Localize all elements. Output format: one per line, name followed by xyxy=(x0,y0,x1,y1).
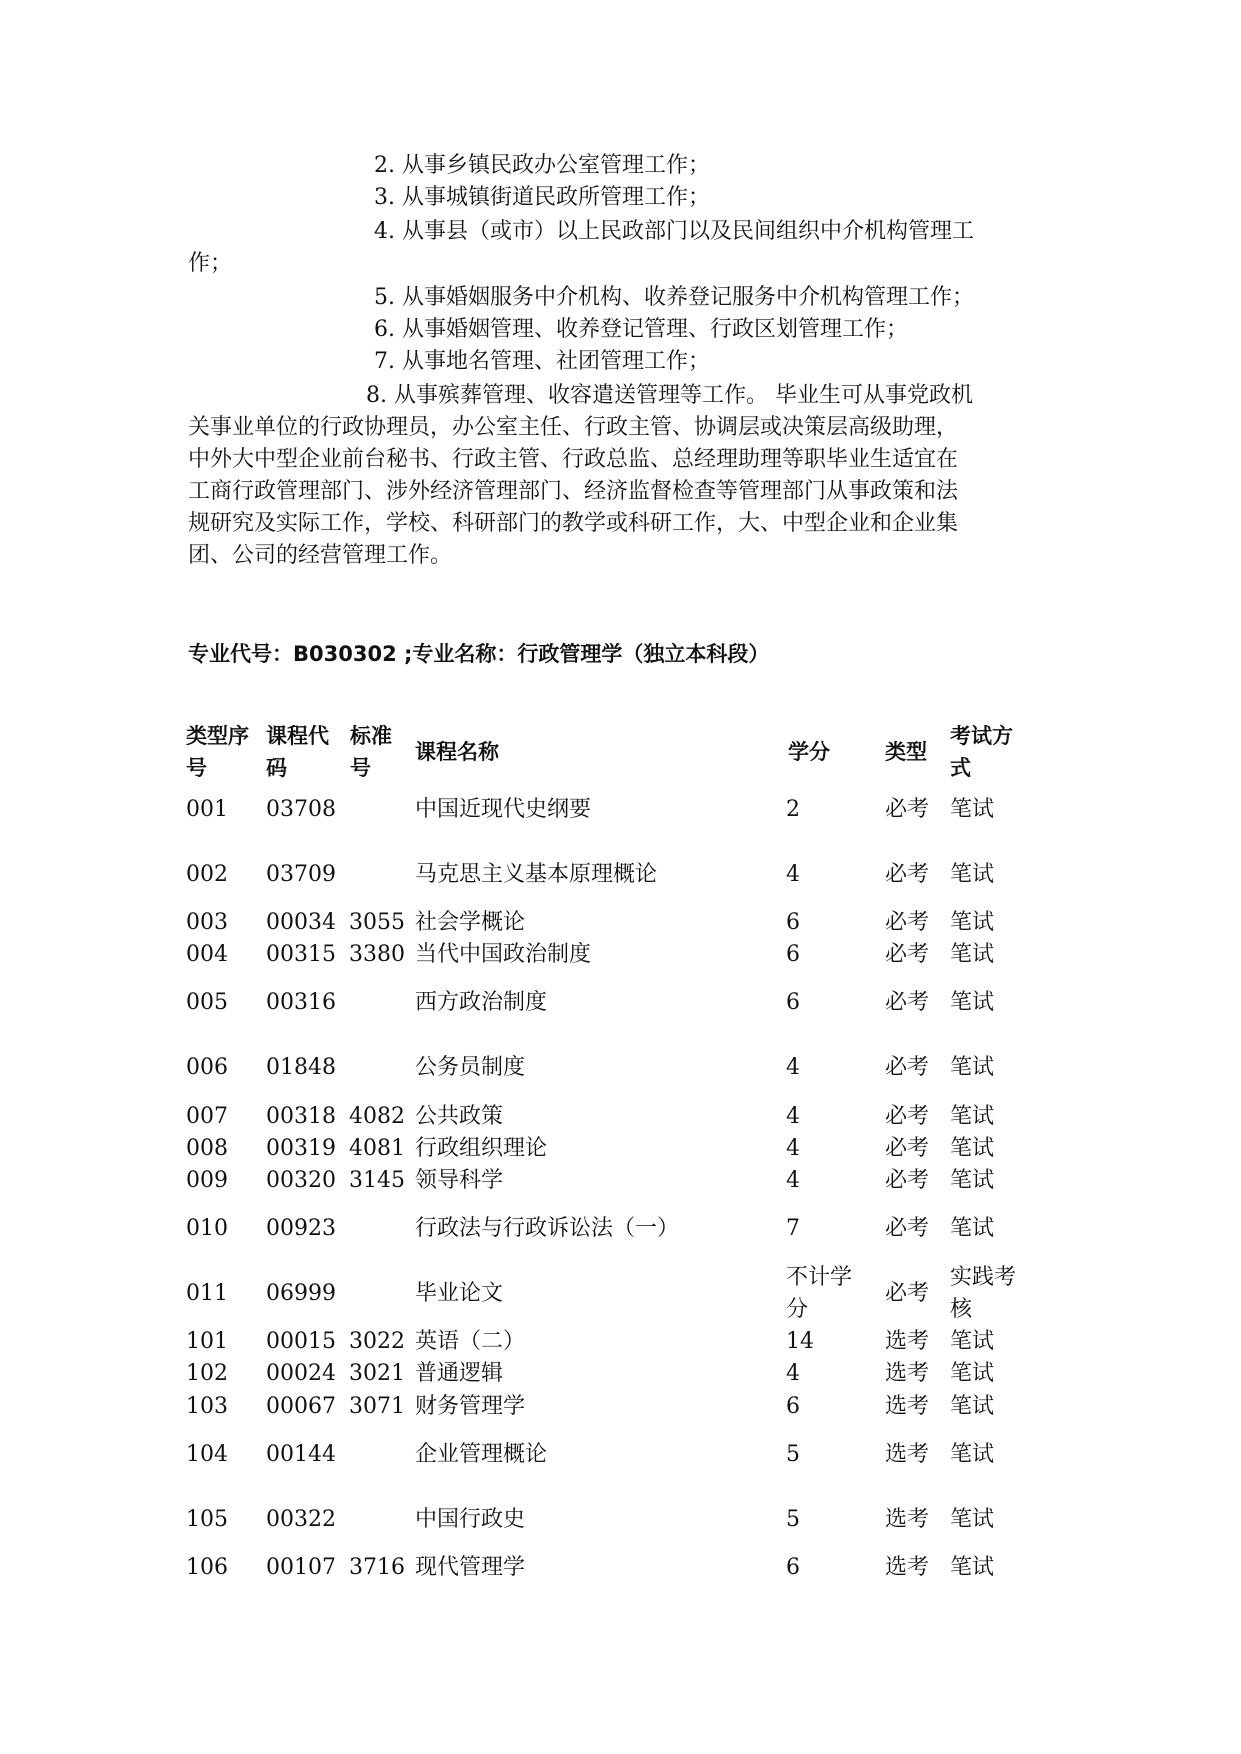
intro-line: 作； xyxy=(188,251,233,276)
cell-credit: 4 xyxy=(786,862,800,887)
cell-code: 06999 xyxy=(266,1281,336,1306)
cell-type: 必考 xyxy=(885,1281,930,1306)
header-seq xyxy=(186,720,249,784)
cell-code: 03708 xyxy=(266,797,336,822)
cell-credit: 4 xyxy=(786,1361,800,1386)
cell-type: 必考 xyxy=(885,862,930,887)
cell-exam: 笔试 xyxy=(950,862,995,887)
cell-exam: 笔试 xyxy=(950,942,995,967)
cell-type: 必考 xyxy=(885,1055,930,1080)
cell-std: 4082 xyxy=(349,1104,405,1129)
cell-type: 选考 xyxy=(885,1442,930,1467)
cell-code: 00318 xyxy=(266,1104,336,1129)
intro-line: 工商行政管理部门、涉外经济管理部门、经济监督检查等管理部门从事政策和法 xyxy=(188,479,959,504)
header-code-line2: 码 xyxy=(266,756,287,780)
cell-exam: 笔试 xyxy=(950,1216,995,1241)
cell-type: 选考 xyxy=(885,1329,930,1354)
cell-std: 3022 xyxy=(349,1329,405,1354)
cell-code: 00107 xyxy=(266,1555,336,1580)
cell-seq: 106 xyxy=(186,1555,228,1580)
header-type: 类型 xyxy=(885,740,927,764)
cell-credit: 5 xyxy=(786,1442,800,1467)
cell-type: 必考 xyxy=(885,942,930,967)
cell-credit: 6 xyxy=(786,910,800,935)
cell-type: 必考 xyxy=(885,910,930,935)
cell-exam-line1: 实践考 xyxy=(950,1265,1017,1290)
cell-course-name: 行政组织理论 xyxy=(415,1136,548,1161)
cell-course-name: 中国近现代史纲要 xyxy=(415,797,592,822)
intro-line: 中外大中型企业前台秘书、行政主管、行政总监、总经理助理等职毕业生适宜在 xyxy=(188,447,959,472)
cell-std: 3145 xyxy=(349,1168,405,1193)
cell-course-name: 行政法与行政诉讼法（一） xyxy=(415,1216,680,1241)
header-credit: 学分 xyxy=(788,740,830,764)
cell-code: 00034 xyxy=(266,910,336,935)
cell-seq: 007 xyxy=(186,1104,228,1129)
cell-course-name: 中国行政史 xyxy=(415,1507,526,1532)
cell-credit: 4 xyxy=(786,1055,800,1080)
cell-code: 00322 xyxy=(266,1507,336,1532)
cell-type: 必考 xyxy=(885,1104,930,1129)
cell-code: 00316 xyxy=(266,990,336,1015)
cell-course-name: 领导科学 xyxy=(415,1168,504,1193)
cell-credit: 6 xyxy=(786,990,800,1015)
cell-code: 03709 xyxy=(266,862,336,887)
cell-exam: 笔试 xyxy=(950,1555,995,1580)
cell-exam: 笔试 xyxy=(950,1104,995,1129)
cell-exam: 笔试 xyxy=(950,1442,995,1467)
cell-type: 选考 xyxy=(885,1555,930,1580)
cell-credit-line1: 不计学 xyxy=(786,1265,853,1290)
cell-type: 选考 xyxy=(885,1507,930,1532)
cell-seq: 004 xyxy=(186,942,228,967)
cell-code: 00024 xyxy=(266,1361,336,1386)
cell-seq: 003 xyxy=(186,910,228,935)
header-code-line1: 课程代 xyxy=(266,724,329,748)
cell-std: 3716 xyxy=(349,1555,405,1580)
cell-code: 00015 xyxy=(266,1329,336,1354)
cell-std: 3021 xyxy=(349,1361,405,1386)
cell-course-name: 企业管理概论 xyxy=(415,1442,548,1467)
cell-exam: 笔试 xyxy=(950,1394,995,1419)
cell-code: 00320 xyxy=(266,1168,336,1193)
intro-line: 3. 从事城镇街道民政所管理工作； xyxy=(374,185,710,210)
cell-credit-line2: 分 xyxy=(786,1297,809,1322)
cell-type: 必考 xyxy=(885,990,930,1015)
cell-seq: 006 xyxy=(186,1055,228,1080)
cell-seq: 101 xyxy=(186,1329,228,1354)
header-exam xyxy=(950,720,1013,784)
cell-std: 3380 xyxy=(349,942,405,967)
cell-course-name: 现代管理学 xyxy=(415,1555,526,1580)
cell-code: 00923 xyxy=(266,1216,336,1241)
cell-credit: 4 xyxy=(786,1168,800,1193)
cell-course-name: 当代中国政治制度 xyxy=(415,942,592,967)
cell-seq: 102 xyxy=(186,1361,228,1386)
cell-seq: 104 xyxy=(186,1442,228,1467)
cell-exam: 笔试 xyxy=(950,1361,995,1386)
cell-course-name: 马克思主义基本原理概论 xyxy=(415,862,658,887)
intro-line: 4. 从事县（或市）以上民政部门以及民间组织中介机构管理工 xyxy=(374,219,974,244)
header-code xyxy=(266,720,329,784)
cell-code: 00067 xyxy=(266,1394,336,1419)
cell-type: 选考 xyxy=(885,1394,930,1419)
cell-credit: 4 xyxy=(786,1136,800,1161)
cell-seq: 009 xyxy=(186,1168,228,1193)
cell-course-name: 公共政策 xyxy=(415,1104,504,1129)
cell-type: 必考 xyxy=(885,797,930,822)
cell-type: 必考 xyxy=(885,1136,930,1161)
header-exam-line1: 考试方 xyxy=(950,724,1013,748)
intro-line: 2. 从事乡镇民政办公室管理工作； xyxy=(374,153,710,178)
cell-exam: 笔试 xyxy=(950,1136,995,1161)
cell-exam: 笔试 xyxy=(950,1055,995,1080)
cell-exam: 笔试 xyxy=(950,1329,995,1354)
cell-exam: 笔试 xyxy=(950,1168,995,1193)
cell-seq: 002 xyxy=(186,862,228,887)
header-std-line1: 标准 xyxy=(350,724,392,748)
major-heading: 专业代号：B030302 ;专业名称：行政管理学（独立本科段） xyxy=(188,642,770,666)
intro-line: 团、公司的经营管理工作。 xyxy=(188,543,453,568)
cell-credit: 7 xyxy=(786,1216,800,1241)
intro-line: 7. 从事地名管理、社团管理工作； xyxy=(374,349,710,374)
cell-seq: 011 xyxy=(186,1281,228,1306)
cell-exam: 笔试 xyxy=(950,797,995,822)
intro-line: 8. 从事殡葬管理、收容遣送管理等工作。 毕业生可从事党政机 xyxy=(366,383,973,408)
cell-seq: 005 xyxy=(186,990,228,1015)
cell-course-name: 西方政治制度 xyxy=(415,990,548,1015)
header-seq-line1: 类型序 xyxy=(186,724,249,748)
cell-exam: 笔试 xyxy=(950,990,995,1015)
header-seq-line2: 号 xyxy=(186,756,207,780)
intro-line: 5. 从事婚姻服务中介机构、收养登记服务中介机构管理工作； xyxy=(374,285,974,310)
cell-course-name: 普通逻辑 xyxy=(415,1361,504,1386)
cell-seq: 010 xyxy=(186,1216,228,1241)
header-name: 课程名称 xyxy=(415,740,499,764)
cell-code: 00315 xyxy=(266,942,336,967)
cell-course-name: 社会学概论 xyxy=(415,910,526,935)
cell-type: 选考 xyxy=(885,1361,930,1386)
cell-seq: 008 xyxy=(186,1136,228,1161)
header-std xyxy=(350,720,392,784)
cell-code: 01848 xyxy=(266,1055,336,1080)
cell-credit: 14 xyxy=(786,1329,814,1354)
cell-course-name: 公务员制度 xyxy=(415,1055,526,1080)
cell-course-name: 英语（二） xyxy=(415,1329,526,1354)
intro-line: 规研究及实际工作，学校、科研部门的教学或科研工作，大、中型企业和企业集 xyxy=(188,511,959,536)
header-std-line2: 号 xyxy=(350,756,371,780)
cell-credit: 6 xyxy=(786,1555,800,1580)
intro-line: 关事业单位的行政协理员，办公室主任、行政主管、协调层或决策层高级助理， xyxy=(188,415,959,440)
cell-course-name: 毕业论文 xyxy=(415,1281,504,1306)
cell-std: 4081 xyxy=(349,1136,405,1161)
cell-type: 必考 xyxy=(885,1216,930,1241)
cell-credit: 4 xyxy=(786,1104,800,1129)
cell-seq: 105 xyxy=(186,1507,228,1532)
cell-seq: 001 xyxy=(186,797,228,822)
cell-std: 3071 xyxy=(349,1394,405,1419)
cell-code: 00319 xyxy=(266,1136,336,1161)
cell-type: 必考 xyxy=(885,1168,930,1193)
cell-credit: 6 xyxy=(786,942,800,967)
cell-code: 00144 xyxy=(266,1442,336,1467)
cell-std: 3055 xyxy=(349,910,405,935)
cell-credit: 2 xyxy=(786,797,800,822)
cell-exam: 笔试 xyxy=(950,910,995,935)
cell-credit: 6 xyxy=(786,1394,800,1419)
cell-course-name: 财务管理学 xyxy=(415,1394,526,1419)
cell-exam: 笔试 xyxy=(950,1507,995,1532)
cell-exam-line2: 核 xyxy=(950,1297,973,1322)
intro-line: 6. 从事婚姻管理、收养登记管理、行政区划管理工作； xyxy=(374,317,908,342)
header-exam-line2: 式 xyxy=(950,756,971,780)
cell-seq: 103 xyxy=(186,1394,228,1419)
cell-credit: 5 xyxy=(786,1507,800,1532)
